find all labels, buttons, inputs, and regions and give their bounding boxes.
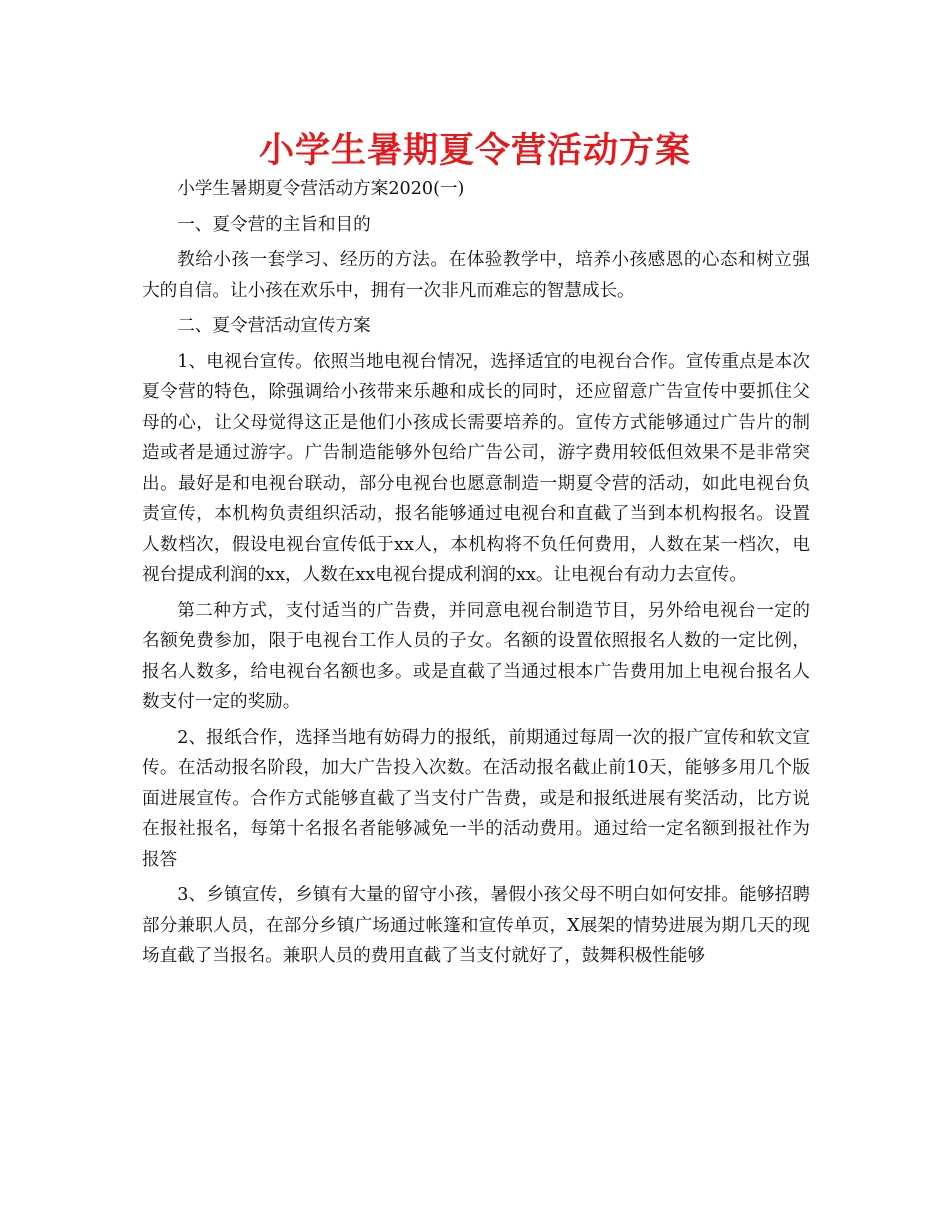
paragraph-newspaper: 2、报纸合作，选择当地有妨碍力的报纸，前期通过每周一次的报广宣传和软文宣传。在活动报名阶段，加大广告投入次数。在活动报名截止前10天，能够多用几个版面进展宣传。合作方式能够直截了当支付广告费，或是和报纸进展有奖活动，比方说在报社报名，每第十名报名者能够减免一半的活动费用。通过给一定名额到报社作为报答 xyxy=(142,727,810,870)
document-title: 小学生暑期夏令营活动方案 xyxy=(258,131,691,171)
document-body xyxy=(142,174,810,977)
paragraph-township: 3、乡镇宣传，乡镇有大量的留守小孩，暑假小孩父母不明白如何安排。能够招聘部分兼职人员，在部分乡镇广场通过帐篷和宣传单页，X展架的情势进展为期几天的现场直截了当报名。兼职人员的费用直截了当支付就好了，鼓舞积极性能够 xyxy=(142,885,810,966)
paragraph-tv-promotion: 1、电视台宣传。依照当地电视台情况，选择适宜的电视台合作。宣传重点是本次夏令营的特色，除强调给小孩带来乐趣和成长的同时，还应留意广告宣传中要抓住父母的心，让父母觉得这正是他们小孩成长需要培养的。宣传方式能够通过广告片的制造或者是通过游字。广告制造能够外包给广告公司，游字费用较低但效果不是非常突出。最好是和电视台联动，部分电视台也愿意制造一期夏令营的活动，如此电视台负责宣传，本机构负责组织活动，报名能够通过电视台和直截了当到本机构报名。设置人数档次，假设电视台宣传低于xx人，本机构将不负任何费用，人数在某一档次，电视台提成利润的xx，人数在xx电视台提成利润的xx。让电视台有动力去宣传。 xyxy=(142,351,810,585)
paragraph-second-method: 第二种方式，支付适当的广告费，并同意电视台制造节目，另外给电视台一定的名额免费参加，限于电视台工作人员的子女。名额的设置依照报名人数的一定比例，报名人数多，给电视台名额也多。或是直截了当通过根本广告费用加上电视台报名人数支付一定的奖励。 xyxy=(142,600,810,712)
paragraph-heading-purpose: 一、夏令营的主旨和目的 xyxy=(177,214,371,235)
paragraph-subtitle: 小学生暑期夏令营活动方案2020(一) xyxy=(177,179,465,199)
paragraph-purpose: 教给小孩一套学习、经历的方法。在体验教学中，培养小孩感恩的心态和树立强大的自信。让小孩在欢乐中，拥有一次非凡而难忘的智慧成长。 xyxy=(142,250,810,301)
paragraph-heading-promotion: 二、夏令营活动宣传方案 xyxy=(177,316,371,336)
